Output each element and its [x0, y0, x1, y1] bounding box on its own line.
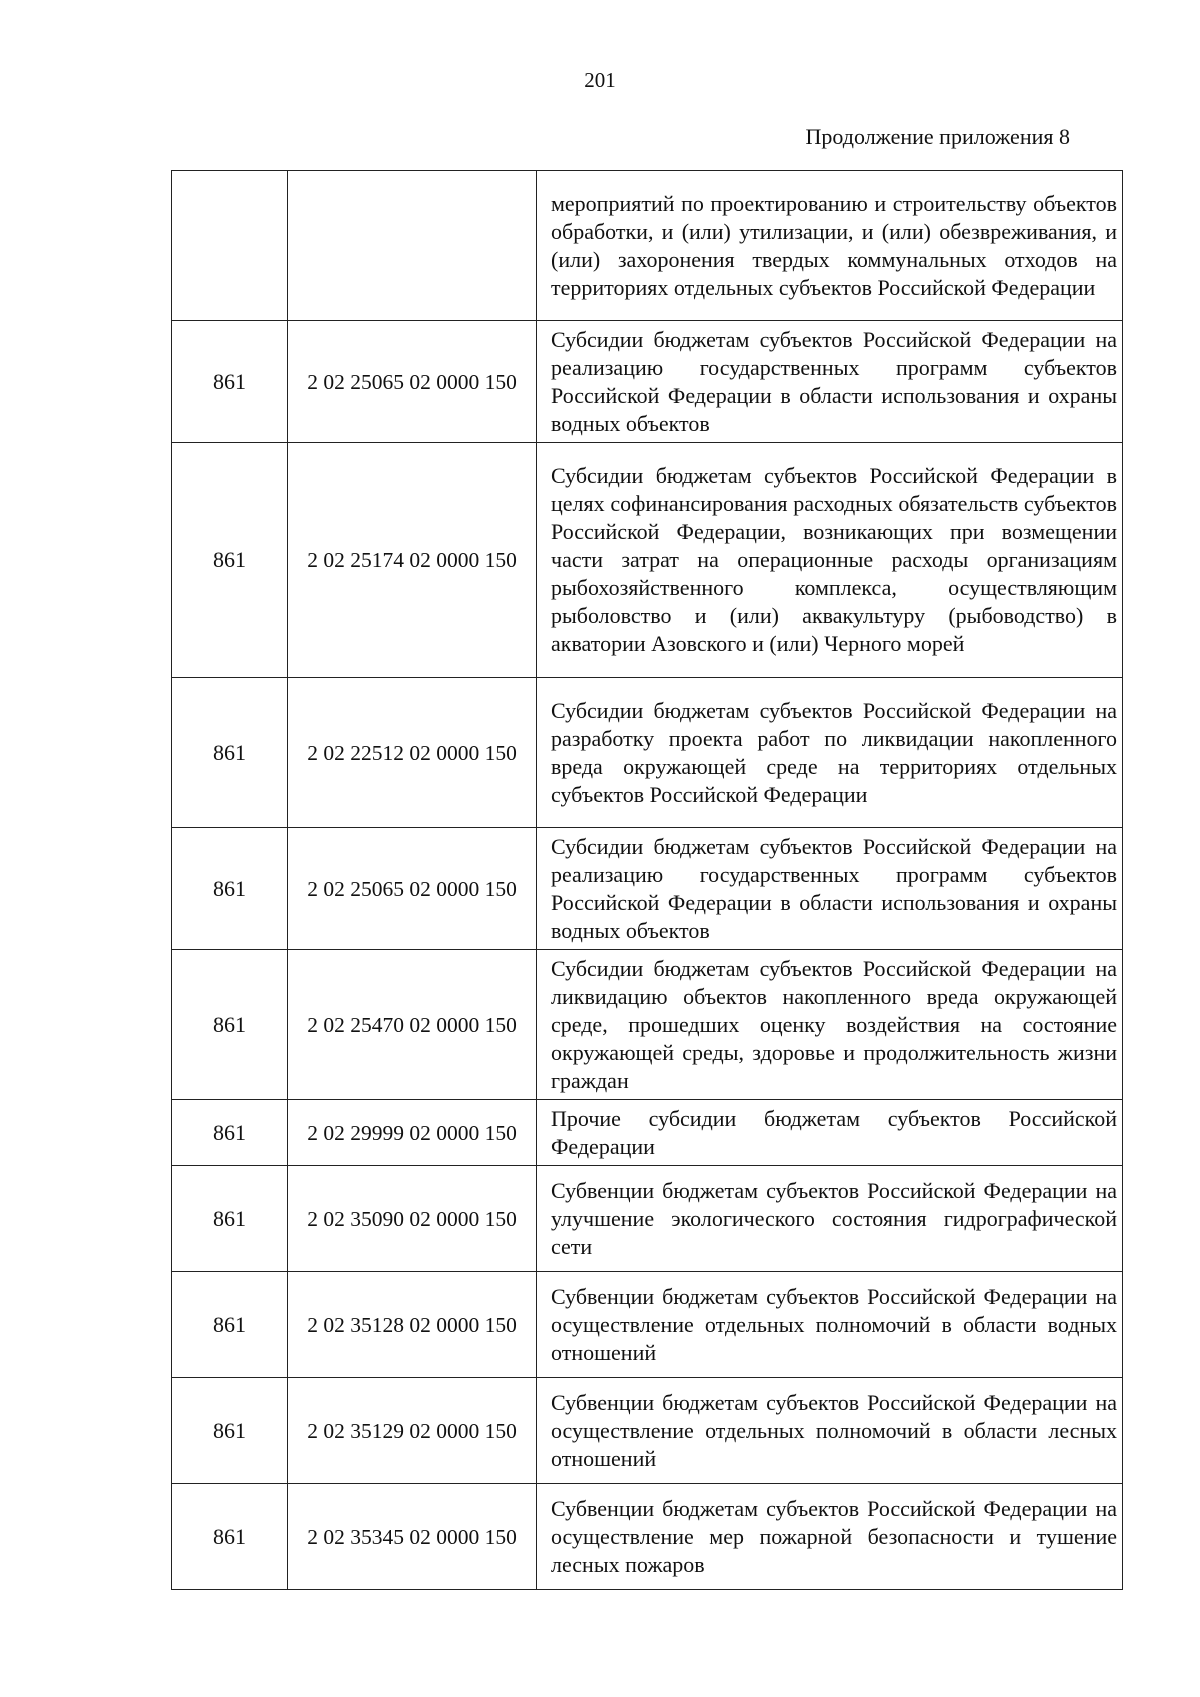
- table-row: [172, 828, 1123, 950]
- table-row: [172, 678, 1123, 828]
- table-row: [172, 950, 1123, 1100]
- name-cell: мероприятий по проектированию и строительству объектов обработки, и (или) утилизации, и (или) обезвреживания, и (или) захоронения твердых коммунальных отходов на территориях отдельных субъектов Российской Федерации: [537, 171, 1123, 321]
- budget-code-cell: 2 02 35090 02 0000 150: [288, 1166, 537, 1272]
- budget-code-cell: 2 02 29999 02 0000 150: [288, 1100, 537, 1166]
- admin-code-cell: 861: [172, 1272, 288, 1378]
- budget-code-cell: 2 02 25065 02 0000 150: [288, 321, 537, 443]
- name-cell: Субсидии бюджетам субъектов Российской Федерации на реализацию государственных программ субъектов Российской Федерации в области использования и охраны водных объектов: [537, 828, 1123, 950]
- name-cell: Субвенции бюджетам субъектов Российской Федерации на улучшение экологического состояния гидрографической сети: [537, 1166, 1123, 1272]
- admin-code-cell: 861: [172, 321, 288, 443]
- table-row: [172, 1378, 1123, 1484]
- continuation-label: Продолжение приложения 8: [805, 124, 1070, 149]
- table-row: [172, 321, 1123, 443]
- table-row: [172, 1272, 1123, 1378]
- name-cell: Субсидии бюджетам субъектов Российской Федерации в целях софинансирования расходных обязательств субъектов Российской Федерации, возникающих при возмещении части затрат на операционные расходы организациям рыбохозяйственного комплекса, осуществляющим рыболовство и (или) аквакультуру (рыбоводство) в акватории Азовского и (или) Черного морей: [537, 443, 1123, 678]
- admin-code-cell: 861: [172, 1100, 288, 1166]
- admin-code-cell: 861: [172, 828, 288, 950]
- table-row: [172, 1166, 1123, 1272]
- budget-code-cell: 2 02 35128 02 0000 150: [288, 1272, 537, 1378]
- admin-code-cell: [172, 171, 288, 321]
- name-cell: Субсидии бюджетам субъектов Российской Федерации на реализацию государственных программ субъектов Российской Федерации в области использования и охраны водных объектов: [537, 321, 1123, 443]
- name-cell: Субвенции бюджетам субъектов Российской Федерации на осуществление мер пожарной безопасности и тушение лесных пожаров: [537, 1484, 1123, 1590]
- admin-code-cell: 861: [172, 1166, 288, 1272]
- budget-code-cell: 2 02 25470 02 0000 150: [288, 950, 537, 1100]
- budget-code-cell: 2 02 35345 02 0000 150: [288, 1484, 537, 1590]
- budget-code-cell: 2 02 35129 02 0000 150: [288, 1378, 537, 1484]
- page-number: 201: [584, 68, 616, 92]
- revenue-codes-table: [171, 170, 1123, 1590]
- name-cell: Субвенции бюджетам субъектов Российской Федерации на осуществление отдельных полномочий в области лесных отношений: [537, 1378, 1123, 1484]
- budget-code-cell: 2 02 22512 02 0000 150: [288, 678, 537, 828]
- budget-code-cell: [288, 171, 537, 321]
- name-cell: Субсидии бюджетам субъектов Российской Федерации на разработку проекта работ по ликвидации накопленного вреда окружающей среде на территориях отдельных субъектов Российской Федерации: [537, 678, 1123, 828]
- admin-code-cell: 861: [172, 1378, 288, 1484]
- name-cell: Субвенции бюджетам субъектов Российской Федерации на осуществление отдельных полномочий в области водных отношений: [537, 1272, 1123, 1378]
- budget-code-cell: 2 02 25065 02 0000 150: [288, 828, 537, 950]
- admin-code-cell: 861: [172, 1484, 288, 1590]
- budget-code-cell: 2 02 25174 02 0000 150: [288, 443, 537, 678]
- name-cell: Прочие субсидии бюджетам субъектов Российской Федерации: [537, 1100, 1123, 1166]
- admin-code-cell: 861: [172, 443, 288, 678]
- table-row: [172, 1484, 1123, 1590]
- admin-code-cell: 861: [172, 678, 288, 828]
- table-row: [172, 171, 1123, 321]
- table-row: [172, 443, 1123, 678]
- admin-code-cell: 861: [172, 950, 288, 1100]
- table-row: [172, 1100, 1123, 1166]
- name-cell: Субсидии бюджетам субъектов Российской Федерации на ликвидацию объектов накопленного вреда окружающей среде, прошедших оценку воздействия на состояние окружающей среды, здоровье и продолжительность жизни граждан: [537, 950, 1123, 1100]
